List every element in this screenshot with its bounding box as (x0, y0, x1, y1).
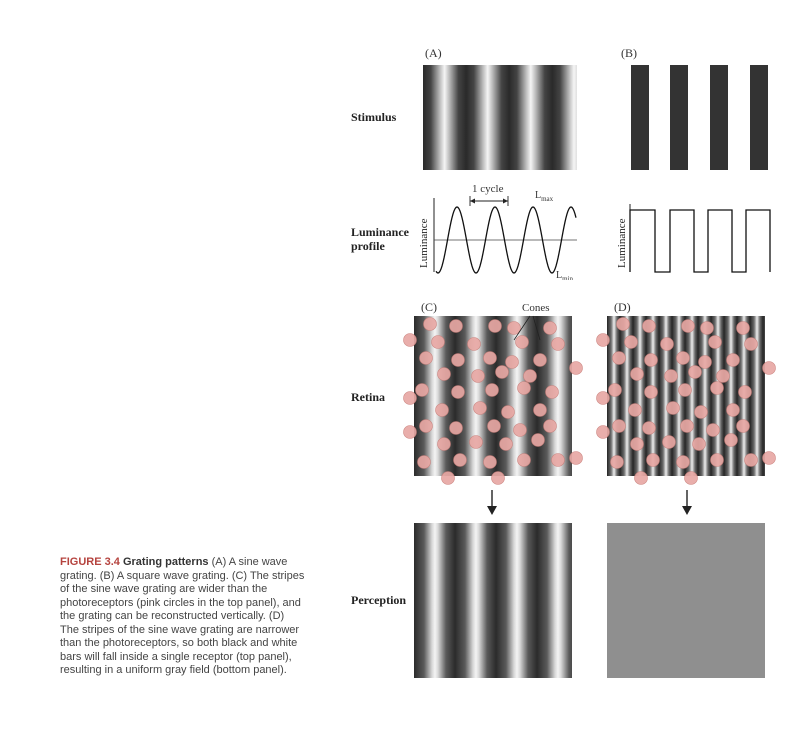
cone-circle (685, 472, 698, 485)
cone-circle (613, 420, 626, 433)
cone-circle (452, 354, 465, 367)
cone-circle (667, 402, 680, 415)
cone-circle (717, 370, 730, 383)
one-cycle-label: 1 cycle (472, 183, 504, 195)
arrow-down-icon (680, 490, 694, 516)
cone-circle (552, 338, 565, 351)
cone-circle (727, 404, 740, 417)
cone-circle (404, 426, 417, 439)
sine-luminance-profile (430, 180, 580, 280)
cone-circle (625, 336, 638, 349)
cone-circle (763, 362, 776, 375)
cone-circle (763, 452, 776, 465)
cone-circle (489, 320, 502, 333)
luminance-axis-label-b: Luminance (616, 218, 628, 268)
sine-wave-stimulus-a (423, 65, 577, 170)
cone-circle (679, 384, 692, 397)
cone-circle (677, 456, 690, 469)
cone-circle (514, 424, 527, 437)
row-label-retina: Retina (351, 390, 385, 404)
cone-circle (484, 352, 497, 365)
cone-circle (486, 384, 499, 397)
column-label-a: (A) (425, 46, 442, 60)
cone-circle (518, 454, 531, 467)
cone-circle (597, 426, 610, 439)
cone-circle (745, 454, 758, 467)
cone-circle (488, 420, 501, 433)
cone-circle (665, 370, 678, 383)
cone-circle (506, 356, 519, 369)
cone-circle (701, 322, 714, 335)
cone-circle (570, 362, 583, 375)
cone-circle (709, 336, 722, 349)
cone-circle (416, 384, 429, 397)
row-label-stimulus: Stimulus (351, 110, 397, 124)
square-wave-stimulus-b (620, 65, 772, 170)
cone-circle (518, 382, 531, 395)
cone-circle (496, 366, 509, 379)
cone-circle (725, 434, 738, 447)
perception-gray-field-d (607, 523, 765, 678)
cone-circle (544, 420, 557, 433)
cone-circle (661, 338, 674, 351)
cone-circle (420, 420, 433, 433)
cone-circle (597, 334, 610, 347)
cone-circle (502, 406, 515, 419)
cone-circle (631, 438, 644, 451)
cone-circle (611, 456, 624, 469)
cone-circle (468, 338, 481, 351)
cone-circle (609, 384, 622, 397)
figure-number: FIGURE 3.4 (60, 556, 120, 568)
cone-circle (737, 322, 750, 335)
cone-circle (524, 370, 537, 383)
cone-circle (711, 382, 724, 395)
column-label-b: (B) (621, 46, 637, 60)
cone-circle (745, 338, 758, 351)
cone-circle (404, 392, 417, 405)
cone-circle (532, 434, 545, 447)
cone-circle (727, 354, 740, 367)
perception-grating-c (414, 523, 572, 678)
cone-circle (645, 386, 658, 399)
cone-circle (647, 454, 660, 467)
cone-circle (546, 386, 559, 399)
cone-circle (420, 352, 433, 365)
l-max-label: $L_{max}$ (535, 190, 554, 203)
cone-circle (500, 438, 513, 451)
square-luminance-profile (628, 200, 778, 280)
cone-circle (635, 472, 648, 485)
cone-circle (631, 368, 644, 381)
cone-circle (438, 368, 451, 381)
cones-label: Cones (522, 302, 550, 314)
cone-circle (682, 320, 695, 333)
row-label-perception: Perception (351, 593, 407, 607)
cone-circle (707, 424, 720, 437)
cone-circle (450, 422, 463, 435)
cone-circle (484, 456, 497, 469)
cone-circle (645, 354, 658, 367)
cone-circle (544, 322, 557, 335)
luminance-axis-label-a: Luminance (418, 218, 430, 268)
column-label-c: (C) (421, 300, 437, 314)
cone-circle (552, 454, 565, 467)
cone-circle (629, 404, 642, 417)
cone-circle (472, 370, 485, 383)
row-label-luminance-profile: Luminance profile (351, 225, 410, 253)
caption-body: (A) A sine wave grating. (B) A square wave grating. (C) The stripes of the sine wave grating are wider than the photoreceptors (pink circles in the top panel), and the grating can be reconstructed vertically. (D) The stripes of the sine wave grating are narrower than the photoreceptors, so both black and white bars will fall inside a single receptor (top panel), resulting in a uniform gray field (bottom panel). (60, 556, 305, 676)
cone-circle (450, 320, 463, 333)
cone-circle (436, 404, 449, 417)
column-label-d: (D) (614, 300, 631, 314)
cone-circle (643, 320, 656, 333)
cone-circle (570, 452, 583, 465)
cone-circle (452, 386, 465, 399)
cone-circle (492, 472, 505, 485)
figure-title: Grating patterns (122, 556, 209, 568)
arrow-down-icon (485, 490, 499, 516)
figure-caption (60, 556, 305, 678)
cone-circle (617, 318, 630, 331)
cone-circle (454, 454, 467, 467)
cone-circle (643, 422, 656, 435)
cone-circle (442, 472, 455, 485)
cone-circle (516, 336, 529, 349)
cone-circle (597, 392, 610, 405)
cone-circle (424, 318, 437, 331)
cone-circle (699, 356, 712, 369)
cone-circle (432, 336, 445, 349)
cone-circle (470, 436, 483, 449)
cone-circle (438, 438, 451, 451)
cone-circle (474, 402, 487, 415)
cone-circle (689, 366, 702, 379)
cone-circle (534, 404, 547, 417)
cone-circle (404, 334, 417, 347)
cone-circle (693, 438, 706, 451)
cone-circle (663, 436, 676, 449)
cone-circle (534, 354, 547, 367)
cone-circle (613, 352, 626, 365)
cone-circle (737, 420, 750, 433)
cone-circle (677, 352, 690, 365)
cone-circle (681, 420, 694, 433)
cone-circle (695, 406, 708, 419)
cone-overlay-d (593, 310, 783, 490)
l-min-label: $L_{min}$ (556, 270, 573, 280)
cone-overlay-c (400, 310, 590, 490)
cone-circle (739, 386, 752, 399)
cone-circle (711, 454, 724, 467)
cone-circle (418, 456, 431, 469)
